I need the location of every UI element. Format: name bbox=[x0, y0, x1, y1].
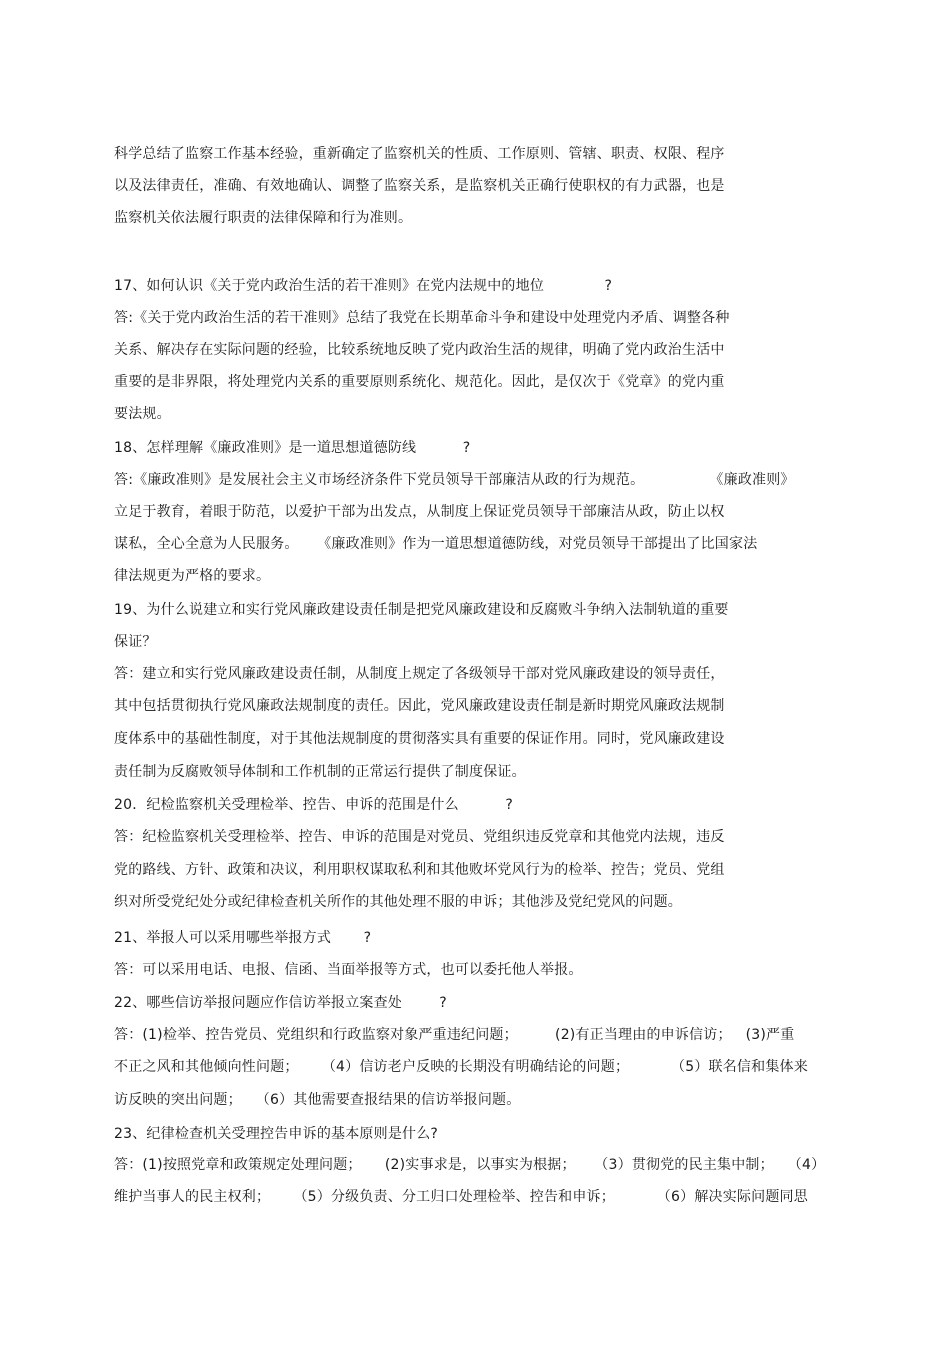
answer-line: 答：(1)按照党章和政策规定处理问题； (2)实事求是，以事实为根据； （3）贯彻党的民主集中制； （4） bbox=[114, 1157, 826, 1173]
text-line: 以及法律责任，准确、有效地确认、调整了监察关系，是监察机关正确行使职权的有力武器，也是 bbox=[114, 178, 725, 194]
text-line: 监察机关依法履行职责的法律保障和行为准则。 bbox=[114, 210, 413, 226]
answer-line: 责任制为反腐败领导体制和工作机制的正常运行提供了制度保证。 bbox=[114, 764, 526, 780]
question-heading: 21、举报人可以采用哪些举报方式 ? bbox=[114, 930, 372, 946]
answer-line: 答:《关于党内政治生活的若干准则》总结了我党在长期革命斗争和建设中处理党内矛盾、调整各种 bbox=[114, 310, 730, 326]
question-heading: 19、为什么说建立和实行党风廉政建设责任制是把党风廉政建设和反腐败斗争纳入法制轨道的重要 bbox=[114, 602, 729, 618]
answer-line: 谋私，全心全意为人民服务。 《廉政准则》作为一道思想道德防线，对党员领导干部提出了比国家法 bbox=[114, 536, 758, 552]
answer-line: 不正之风和其他倾向性问题； （4）信访老户反映的长期没有明确结论的问题； （5）联名信和集体来 bbox=[114, 1059, 808, 1075]
answer-line: 关系、解决存在实际问题的经验，比较系统地反映了党内政治生活的规律，明确了党内政治生活中 bbox=[114, 342, 725, 358]
answer-line: 答：纪检监察机关受理检举、控告、申诉的范围是对党员、党组织违反党章和其他党内法规，违反 bbox=[114, 829, 725, 845]
question-heading: 保证？ bbox=[114, 634, 157, 650]
answer-line: 答：建立和实行党风廉政建设责任制，从制度上规定了各级领导干部对党风廉政建设的领导责任， bbox=[114, 666, 725, 682]
answer-line: 答：(1)检举、控告党员、党组织和行政监察对象严重违纪问题； (2)有正当理由的申诉信访； (3)严重 bbox=[114, 1027, 795, 1043]
answer-line: 要法规。 bbox=[114, 406, 171, 422]
text-line: 科学总结了监察工作基本经验，重新确定了监察机关的性质、工作原则、管辖、职责、权限、程序 bbox=[114, 146, 725, 162]
question-heading: 17、如何认识《关于党内政治生活的若干准则》在党内法规中的地位 ? bbox=[114, 278, 613, 294]
answer-line: 重要的是非界限，将处理党内关系的重要原则系统化、规范化。因此，是仅次于《党章》的党内重 bbox=[114, 374, 725, 390]
answer-line: 访反映的突出问题； （6）其他需要查报结果的信访举报问题。 bbox=[114, 1092, 521, 1108]
answer-line: 立足于教育，着眼于防范，以爱护干部为出发点，从制度上保证党员领导干部廉洁从政，防止以权 bbox=[114, 504, 725, 520]
answer-line: 律法规更为严格的要求。 bbox=[114, 568, 271, 584]
question-heading: 20．纪检监察机关受理检举、控告、申诉的范围是什么 ? bbox=[114, 797, 513, 813]
answer-line: 答：可以采用电话、电报、信函、当面举报等方式，也可以委托他人举报。 bbox=[114, 962, 583, 978]
answer-line: 党的路线、方针、政策和决议，利用职权谋取私利和其他败坏党风行为的检举、控告；党员、党组 bbox=[114, 862, 725, 878]
answer-line: 织对所受党纪处分或纪律检查机关所作的其他处理不服的申诉；其他涉及党纪党风的问题。 bbox=[114, 894, 682, 910]
answer-line: 其中包括贯彻执行党风廉政法规制度的责任。因此，党风廉政建设责任制是新时期党风廉政法规制 bbox=[114, 698, 725, 714]
question-heading: 18、怎样理解《廉政准则》是一道思想道德防线 ? bbox=[114, 440, 471, 456]
question-heading: 22、哪些信访举报问题应作信访举报立案查处 ? bbox=[114, 995, 447, 1011]
answer-line: 度体系中的基础性制度，对于其他法规制度的贯彻落实具有重要的保证作用。同时，党风廉政建设 bbox=[114, 731, 725, 747]
answer-line: 维护当事人的民主权利； （5）分级负责、分工归口处理检举、控告和申诉； （6）解决实际问题同思 bbox=[114, 1189, 808, 1205]
question-heading: 23、纪律检查机关受理控告申诉的基本原则是什么? bbox=[114, 1126, 439, 1142]
answer-line: 答:《廉政准则》是发展社会主义市场经济条件下党员领导干部廉洁从政的行为规范。 《廉政准则》 bbox=[114, 472, 795, 488]
